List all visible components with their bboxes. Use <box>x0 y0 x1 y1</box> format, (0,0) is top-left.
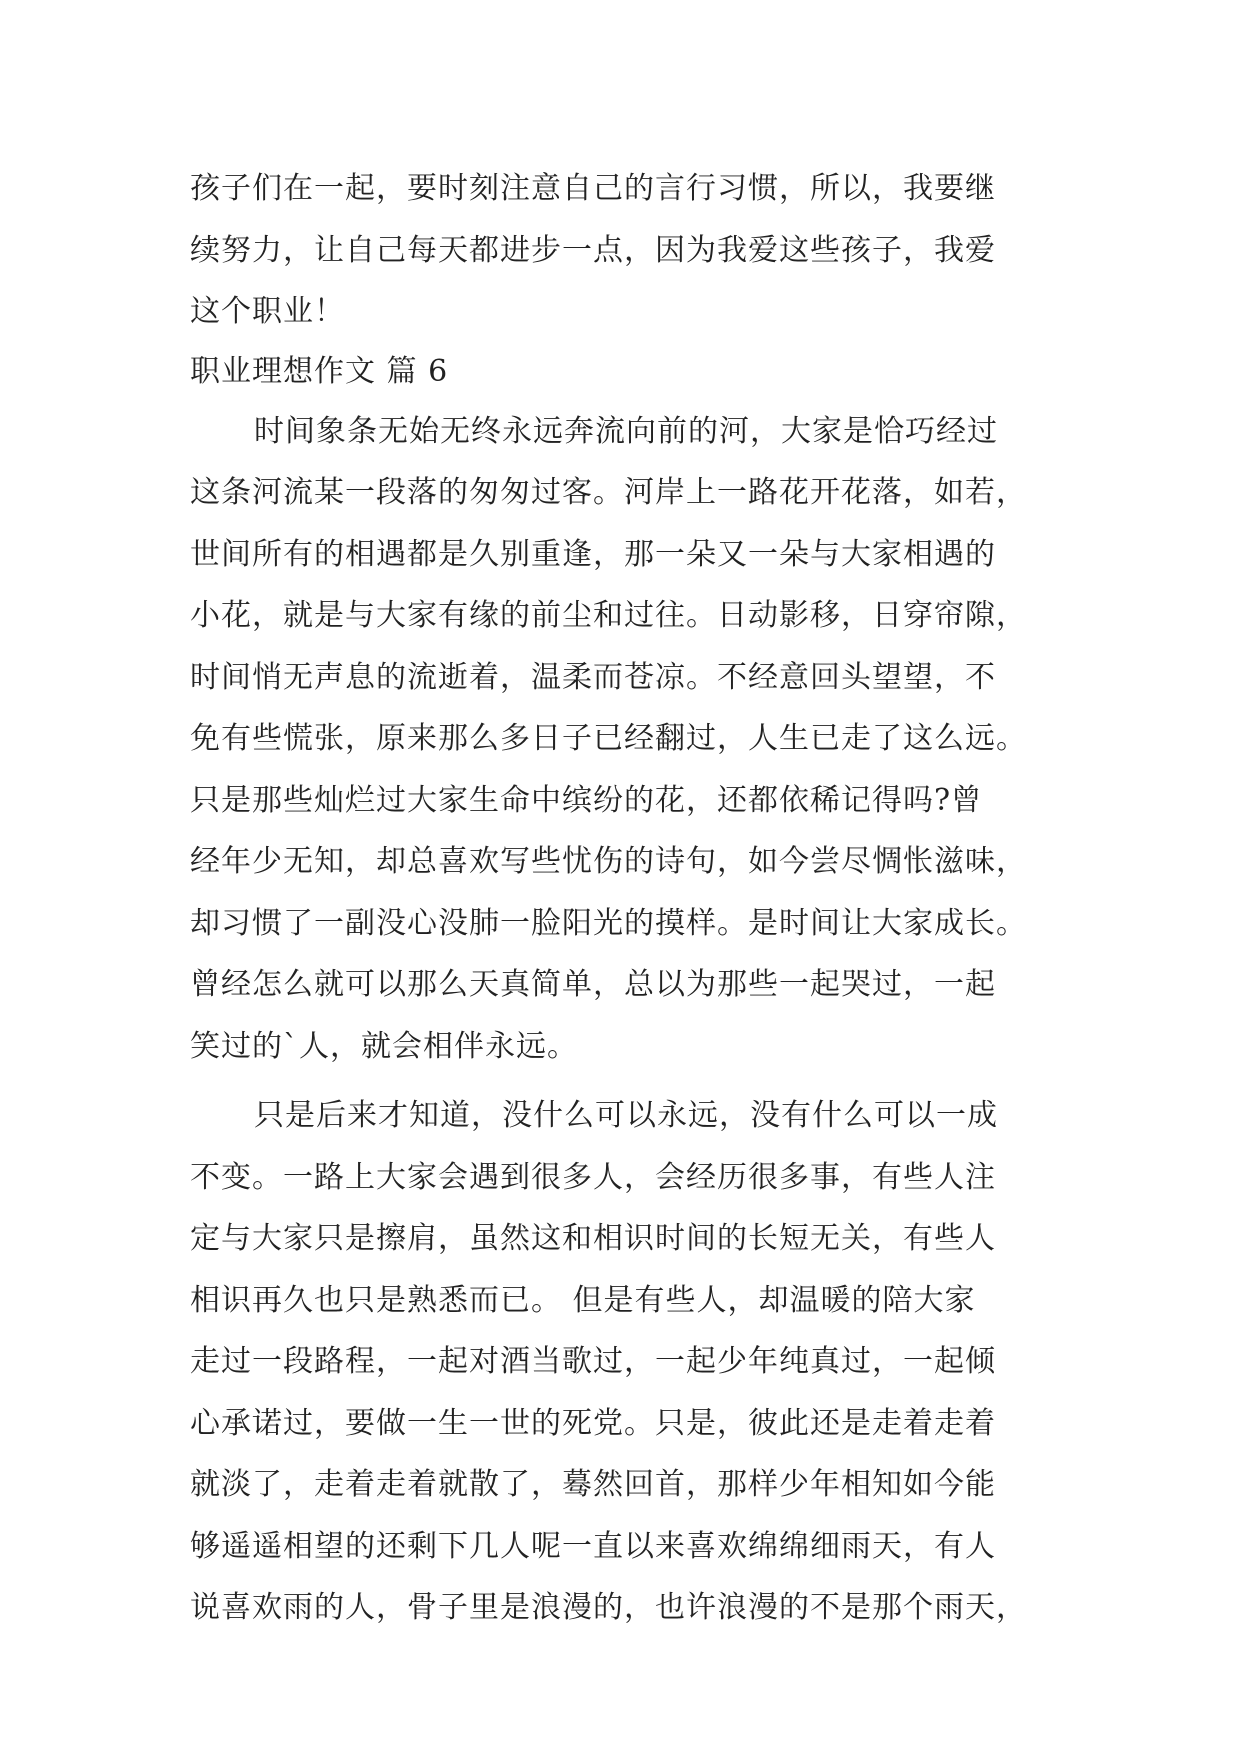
text-line: 笑过的`人，就会相伴永远。 <box>190 1028 578 1064</box>
text-line: 只是那些灿烂过大家生命中缤纷的花，还都依稀记得吗?曾 <box>190 782 983 818</box>
text-line: 世间所有的相遇都是久别重逢，那一朵又一朵与大家相遇的 <box>190 536 996 572</box>
text-line: 经年少无知，却总喜欢写些忧伤的诗句，如今尝尽惆怅滋味， <box>190 844 1027 879</box>
text-line: 续努力，让自己每天都进步一点，因为我爱这些孩子，我爱 <box>190 232 996 268</box>
document-body <box>190 158 1050 1639</box>
paragraph-gap <box>190 1077 1050 1085</box>
text-line: 曾经怎么就可以那么天真简单，总以为那些一起哭过，一起 <box>190 967 996 1002</box>
text-line: 心承诺过，要做一生一世的死党。只是，彼此还是走着走着 <box>190 1405 996 1441</box>
text-line: 免有些慌张，原来那么多日子已经翻过，人生已走了这么远。 <box>190 721 1027 756</box>
text-line: 孩子们在一起，要时刻注意自己的言行习惯，所以，我要继 <box>190 171 996 206</box>
text-line: 相识再久也只是熟悉而已。 但是有些人，却温暖的陪大家 <box>190 1282 976 1318</box>
text-line: 小花，就是与大家有缘的前尘和过往。日动影移，日穿帘隙， <box>190 598 1027 633</box>
text-line: 却习惯了一副没心没肺一脸阳光的摸样。是时间让大家成长。 <box>190 905 1027 941</box>
text-line: 这个职业！ <box>190 294 345 329</box>
text-line: 定与大家只是擦肩，虽然这和相识时间的长短无关，有些人 <box>190 1221 996 1256</box>
text-line: 这条河流某一段落的匆匆过客。河岸上一路花开花落，如若， <box>190 475 1027 510</box>
text-line: 说喜欢雨的人，骨子里是浪漫的，也许浪漫的不是那个雨天， <box>190 1590 1027 1625</box>
section-title: 职业理想作文 篇 6 <box>190 353 449 389</box>
text-line: 不变。一路上大家会遇到很多人，会经历很多事，有些人注 <box>190 1159 996 1195</box>
text-line: 走过一段路程，一起对酒当歌过，一起少年纯真过，一起倾 <box>190 1344 996 1379</box>
text-line: 够遥遥相望的还剩下几人呢一直以来喜欢绵绵细雨天，有人 <box>190 1528 996 1564</box>
paragraph-first-line: 只是后来才知道，没什么可以永远，没有什么可以一成 <box>254 1098 998 1133</box>
text-line: 就淡了，走着走着就散了，蓦然回首，那样少年相知如今能 <box>190 1467 996 1502</box>
text-line: 时间悄无声息的流逝着，温柔而苍凉。不经意回头望望，不 <box>190 659 996 695</box>
paragraph-first-line: 时间象条无始无终永远奔流向前的河，大家是恰巧经过 <box>254 413 998 449</box>
